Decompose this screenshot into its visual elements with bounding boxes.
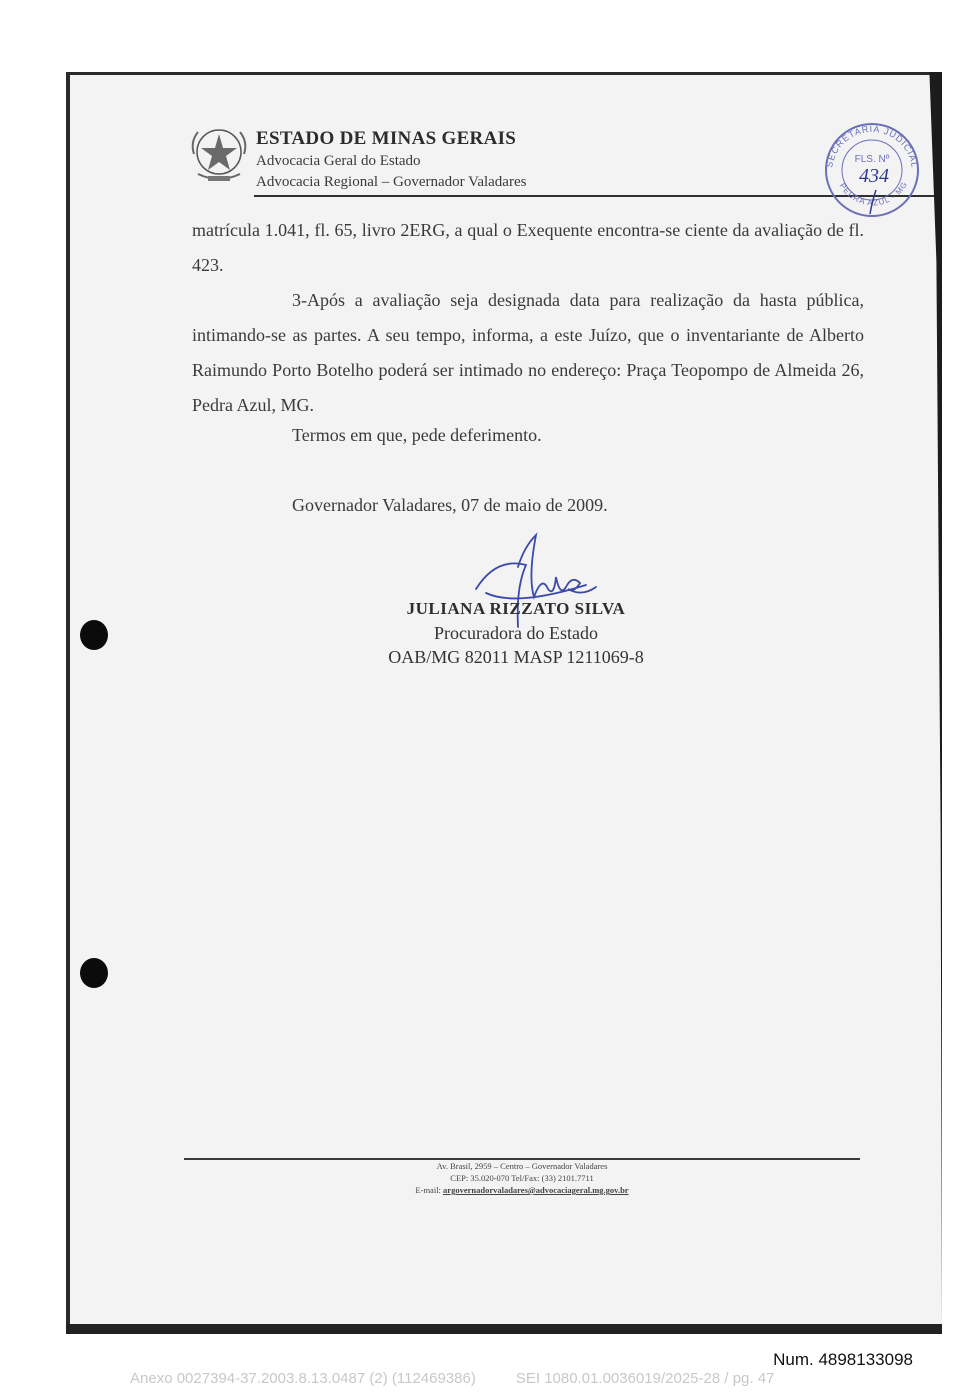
footer-email-line	[184, 1184, 860, 1196]
stamp-ring-text: SECRETARIA JUDICIAL	[824, 123, 920, 169]
signer-name: JULIANA RIZZATO SILVA	[406, 599, 626, 618]
scan-border-left	[66, 72, 70, 1334]
annex-reference: Anexo 0027394-37.2003.8.13.0487 (2) (112469386)	[130, 1370, 476, 1387]
paragraph-request-auction: 3-Após a avaliação seja designada data para realização da hasta pública, intimando-se as partes. A seu tempo, informa, a este Juízo, que o inventariante de Alberto Raimundo Porto Botelho poderá ser intimado no endereço: Praça Teopompo de Almeida 26, Pedra Azul, MG.	[192, 290, 864, 415]
footer-email-link[interactable]: argovernadorvaladares@advocaciageral.mg.gov.br	[443, 1185, 629, 1195]
stamp-ring-text-bottom: PEDRA AZUL - MG	[837, 179, 910, 208]
letterhead-title: ESTADO DE MINAS GERAIS	[256, 128, 517, 149]
signer-registration: OAB/MG 82011 MASP 1211069-8	[388, 647, 644, 667]
footer-email-label: E-mail:	[415, 1185, 441, 1195]
footer-cep-phone: CEP: 35.020-070 Tel/Fax: (33) 2101.7711	[450, 1173, 594, 1183]
annex-reference-line	[130, 1370, 774, 1387]
state-coat-of-arms-icon	[188, 124, 250, 184]
letterhead-subtitle: Advocacia Geral do Estado	[256, 153, 421, 169]
letterhead	[188, 124, 928, 204]
punch-hole-bottom	[80, 958, 108, 988]
letterhead-office: Advocacia Regional – Governador Valadares	[256, 174, 527, 190]
punch-hole-top	[80, 620, 108, 650]
court-secretariat-stamp	[818, 116, 924, 220]
footer-address: Av. Brasil, 2959 – Centro – Governador Valadares	[436, 1161, 608, 1171]
stamp-page-number: 434	[859, 165, 889, 187]
paragraph-registration: matrícula 1.041, fl. 65, livro 2ERG, a qual o Exequente encontra-se ciente da avaliação de fl. 423.	[192, 220, 864, 275]
sei-reference: SEI 1080.01.0036019/2025-28 / pg. 47	[515, 1370, 775, 1387]
stamp-fls-label: FLS. Nº	[854, 154, 890, 165]
handwritten-signature	[456, 527, 606, 637]
document-number: Num. 4898133098	[773, 1350, 913, 1369]
scan-border-top	[66, 72, 942, 75]
scanned-page	[66, 72, 942, 1334]
scan-border-bottom	[66, 1324, 942, 1334]
place-and-date: Governador Valadares, 07 de maio de 2009.	[292, 495, 608, 515]
letterhead-footer	[184, 1160, 860, 1196]
closing-formula: Termos em que, pede deferimento.	[292, 425, 542, 445]
signature-block	[366, 527, 686, 677]
signer-role: Procuradora do Estado	[434, 623, 598, 643]
scan-border-right	[914, 72, 942, 1334]
